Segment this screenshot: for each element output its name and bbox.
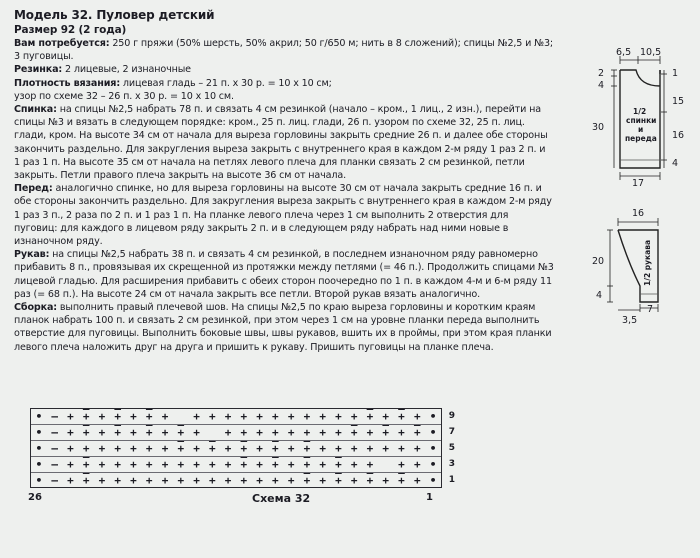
chart-grid [30, 408, 455, 488]
chart-cell: + [177, 474, 185, 487]
chart-cell: + [303, 458, 311, 471]
chart-cell: + [224, 474, 232, 487]
chart-cell: + [161, 410, 169, 423]
paragraph [14, 77, 554, 90]
chart-cell: • [35, 474, 43, 487]
chart-cell: + [272, 426, 279, 439]
chart-cell: • [429, 410, 437, 423]
chart-cell: + [82, 442, 90, 455]
chart-cell: + [272, 458, 279, 471]
chart-cell: + [287, 442, 295, 455]
chart-cell: • [35, 410, 43, 423]
paragraphs [14, 37, 554, 354]
left-dim-4: 4 [598, 80, 605, 91]
chart-cell: + [240, 442, 248, 455]
chart-cell: – [51, 426, 58, 439]
chart-cell: + [398, 442, 405, 455]
chart-cell: + [82, 410, 90, 423]
right-dim-15: 15 [672, 96, 685, 107]
chart-cell: + [240, 474, 248, 487]
paragraph [14, 103, 554, 182]
chart-cell: – [51, 458, 58, 471]
chart-cell: + [193, 442, 200, 455]
chart-row-number: 5 [448, 443, 455, 453]
sleeve-height: 20 [592, 256, 605, 267]
body-label-3: и [638, 125, 644, 134]
chart-cell: + [303, 474, 311, 487]
paragraph-text: 2 лицевые, 2 изнаночные [62, 64, 191, 76]
chart-cell: + [366, 442, 374, 455]
left-dim-2: 2 [598, 68, 605, 79]
chart-cell: + [319, 442, 326, 455]
chart-row-number: 7 [448, 427, 455, 437]
chart-cell: • [429, 474, 437, 487]
chart-cell: + [319, 426, 326, 439]
chart-cell: + [303, 410, 311, 423]
chart-cell: + [272, 474, 279, 487]
chart-cell: + [193, 426, 200, 439]
chart-cell: • [35, 442, 43, 455]
paragraph-text: на спицы №2,5 набрать 78 п. и связать 4 см резинкой (начало – кром., 1 лиц., 2 изн.), перейти на спицы №3 и вязать в следующем порядке: кром., 25 п. лиц. глади, 26 п. узором по схеме 32, 25 п. лиц. глади, кром. На высоте 34 см от начала для выреза горловины закрыть средние 26 п. и далее обе стороны закончить раздельно. Для закругления выреза закрыть с внутреннего края в каждом 2-м ряду 1 раз 2 п. и 1 раз 1 п. На высоте 35 см от начала на петлях левого плеча для планки связать 2 см резинкой, петли закрыть. Петли правого плеча закрыть на высоте 36 см от начала. [14, 104, 548, 182]
chart-cell: + [319, 458, 326, 471]
chart-cell: + [161, 442, 169, 455]
height-dim: 30 [592, 122, 605, 133]
chart-cell: + [208, 474, 216, 487]
chart-cell: + [319, 474, 326, 487]
body-label-2: спинки [626, 116, 657, 125]
chart-cell: + [114, 410, 122, 423]
chart-cell: + [287, 410, 295, 423]
chart-row-number: 9 [448, 411, 455, 421]
paragraph [14, 90, 554, 103]
chart-cell: + [413, 410, 421, 423]
chart-left-label: 26 [28, 492, 42, 503]
paragraph-label: Резинка: [14, 64, 63, 76]
chart-cell: + [350, 442, 358, 455]
chart-cell: + [193, 410, 200, 423]
chart-cell: + [287, 458, 295, 471]
chart-cell: + [319, 410, 326, 423]
chart-cell: + [224, 442, 232, 455]
top-width-2: 10,5 [640, 47, 662, 58]
chart-cell: + [98, 442, 106, 455]
chart-cell: + [145, 426, 153, 439]
paragraph-text: лицевая гладь – 21 п. х 30 р. = 10 х 10 см; [120, 77, 332, 89]
chart-cell: + [98, 410, 106, 423]
chart-cell: + [161, 426, 169, 439]
chart-cell: + [350, 410, 358, 423]
paragraph-label: Рукав: [14, 249, 50, 261]
sleeve-schematic [588, 206, 698, 326]
chart-cell: + [67, 474, 74, 487]
chart-cell: + [177, 458, 185, 471]
paragraph [14, 182, 554, 248]
instructions-text [14, 8, 554, 354]
chart-cell: + [240, 410, 248, 423]
chart-row [31, 425, 455, 441]
chart-cell: + [193, 458, 200, 471]
chart-right-label: 1 [426, 492, 433, 503]
chart-cell: + [130, 410, 137, 423]
paragraph [14, 63, 554, 76]
chart-cell: + [130, 474, 137, 487]
chart-cell: + [145, 458, 153, 471]
paragraph-text: на спицы №2,5 набрать 38 п. и связать 4 см резинкой, в последнем изнаночном ряду равномерно прибавить 8 п., провязывая их скрещенной из протяжки между петлями (= 46 п.). Продолжить спицами №3 лицевой гладью. Для расширения прибавить с обеих сторон поочередно по 1 п. в каждом 4-м и 6-м ряду 11 раз (= 68 п.). На высоте 24 см от начала закрыть все петли. Второй рукав вязать аналогично. [14, 249, 554, 300]
paragraph-text: выполнить правый плечевой шов. На спицы №2,5 по краю выреза горловины и коротким краям планок набрать 100 п. и связать 2 см резинкой, при этом через 1 см на уровне планки переда выполнить отверстие для пуговицы. Выполнить боковые швы, швы рукавов, вшить их в проймы, при этом края планки левого плеча наложить друг на друга и пришить к рукаву. Пришить пуговицы на планке плеча. [14, 302, 552, 353]
body-label-1: 1/2 [633, 107, 647, 116]
paragraph-text: узор по схеме 32 – 26 п. х 30 р. = 10 х 10 см. [14, 90, 234, 102]
chart-cell: + [287, 426, 295, 439]
right-dim-4: 4 [672, 158, 679, 169]
chart-cell: • [35, 458, 43, 471]
chart-cell: + [208, 458, 216, 471]
chart-cell: + [366, 474, 374, 487]
chart-cell: + [398, 458, 405, 471]
chart-row-number: 3 [448, 459, 455, 469]
chart-cell: + [114, 442, 122, 455]
body-schematic-svg [588, 46, 698, 189]
chart-cell: + [98, 426, 106, 439]
sleeve-bottom-right: 7 [647, 304, 654, 315]
chart-cell: + [382, 442, 390, 455]
chart-cell: + [335, 474, 342, 487]
chart-cell: + [145, 474, 153, 487]
chart-cell: – [51, 410, 58, 423]
paragraph-text: 250 г пряжи (50% шерсть, 50% акрил; 50 г/650 м; нить в 8 сложений); спицы №2,5 и №3; 3 пуговицы. [14, 38, 554, 63]
sleeve-cuff: 4 [596, 290, 603, 301]
chart-cell: + [98, 474, 106, 487]
paragraph-label: Плотность вязания: [14, 77, 121, 89]
chart-row [31, 409, 455, 425]
chart-cell: + [145, 442, 153, 455]
chart-cell: + [398, 474, 405, 487]
chart-cell: + [67, 442, 74, 455]
knitting-chart [18, 404, 455, 520]
right-dim-16: 16 [672, 130, 685, 141]
body-label-4: переда [625, 134, 657, 143]
chart-cell: + [287, 474, 295, 487]
chart-cell: + [256, 474, 263, 487]
chart-cell: + [256, 410, 263, 423]
chart-cell: + [145, 410, 153, 423]
paragraph-label: Перед: [14, 183, 53, 195]
chart-cell: + [413, 458, 421, 471]
chart-cell: – [51, 474, 58, 487]
chart-cell: + [193, 474, 200, 487]
chart-cell: + [224, 410, 232, 423]
sleeve-top-width: 16 [632, 208, 645, 219]
paragraph [14, 248, 554, 301]
sleeve-label: 1/2 рукава [643, 239, 652, 286]
chart-cell: • [429, 442, 437, 455]
paragraph [14, 37, 554, 63]
chart-cell: + [82, 474, 90, 487]
chart-cell: • [35, 426, 43, 439]
chart-cell: + [114, 458, 122, 471]
right-dim-1: 1 [672, 68, 679, 79]
size-line: Размер 92 (2 года) [14, 24, 127, 36]
paragraph [14, 301, 554, 354]
chart-cell: + [272, 442, 279, 455]
chart-cell: + [413, 442, 421, 455]
chart-cell: + [224, 426, 232, 439]
bottom-width: 17 [632, 178, 645, 189]
chart-cell [173, 409, 189, 424]
chart-cell [204, 425, 220, 440]
paragraph-label: Спинка: [14, 104, 57, 116]
chart-row [31, 441, 455, 457]
chart-cell: + [114, 474, 122, 487]
chart-cell: + [256, 442, 263, 455]
chart-cell: + [366, 458, 374, 471]
sleeve-bottom-left: 3,5 [622, 315, 638, 326]
chart-caption: Схема 32 [252, 492, 311, 505]
chart-cell: + [413, 474, 421, 487]
chart-cell: + [350, 426, 358, 439]
chart-cell [378, 457, 394, 472]
chart-cell: + [240, 458, 248, 471]
sleeve-schematic-svg [588, 206, 698, 326]
chart-cell: + [382, 410, 390, 423]
chart-cell: + [67, 410, 74, 423]
chart-cell: + [335, 458, 342, 471]
chart-cell: – [51, 442, 58, 455]
chart-cell: + [398, 426, 405, 439]
chart-cell: + [161, 474, 169, 487]
top-width-1: 6,5 [616, 47, 632, 58]
model-title: Модель 32. Пуловер детский [14, 8, 215, 22]
chart-cell: + [82, 458, 90, 471]
chart-cell: + [208, 442, 216, 455]
chart-cell: + [303, 442, 311, 455]
chart-cell: + [413, 426, 421, 439]
chart-cell: + [177, 426, 185, 439]
chart-cell: + [350, 474, 358, 487]
chart-cell: + [82, 426, 90, 439]
chart-cell: + [382, 474, 390, 487]
chart-row [31, 473, 455, 489]
chart-cell: + [335, 442, 342, 455]
chart-cell: + [335, 410, 342, 423]
chart-cell: + [240, 426, 248, 439]
chart-cell: + [366, 410, 374, 423]
chart-cell: + [208, 410, 216, 423]
chart-cell: + [366, 426, 374, 439]
chart-cell: + [272, 410, 279, 423]
chart-row-number: 1 [448, 475, 455, 485]
chart-cell: • [429, 426, 437, 439]
chart-cell: + [130, 442, 137, 455]
chart-cell: + [350, 458, 358, 471]
chart-cell: + [98, 458, 106, 471]
chart-row [31, 457, 455, 473]
chart-cell: + [177, 442, 185, 455]
chart-cell: + [67, 458, 74, 471]
chart-cell: + [256, 458, 263, 471]
chart-cell: + [382, 426, 390, 439]
chart-cell: + [224, 458, 232, 471]
chart-cell: + [130, 426, 137, 439]
chart-cell: + [161, 458, 169, 471]
paragraph-label: Вам потребуется: [14, 38, 110, 49]
chart-cell: + [303, 426, 311, 439]
chart-cell: + [398, 410, 405, 423]
paragraph-label: Сборка: [14, 302, 57, 314]
body-schematic [588, 46, 698, 189]
chart-cell: + [335, 426, 342, 439]
chart-cell: + [256, 426, 263, 439]
paragraph-text: аналогично спинке, но для выреза горловины на высоте 30 см от начала закрыть средние 16 п. и обе стороны закончить раздельно. Для закругления выреза закрыть с внутреннего края в каждом 2-м ряду 1 раз 3 п., 2 раза по 2 п. и 1 раз 1 п. На планке левого плеча через 1 см выполнить 2 отверстия для пуговиц: для каждого в лицевом ряду закрыть 2 п. и в следующем ряду набрать над ними новые в изнаночном ряду. [14, 183, 552, 248]
chart-cell: • [429, 458, 437, 471]
chart-cell: + [67, 426, 74, 439]
chart-cell: + [130, 458, 137, 471]
chart-cell: + [114, 426, 122, 439]
